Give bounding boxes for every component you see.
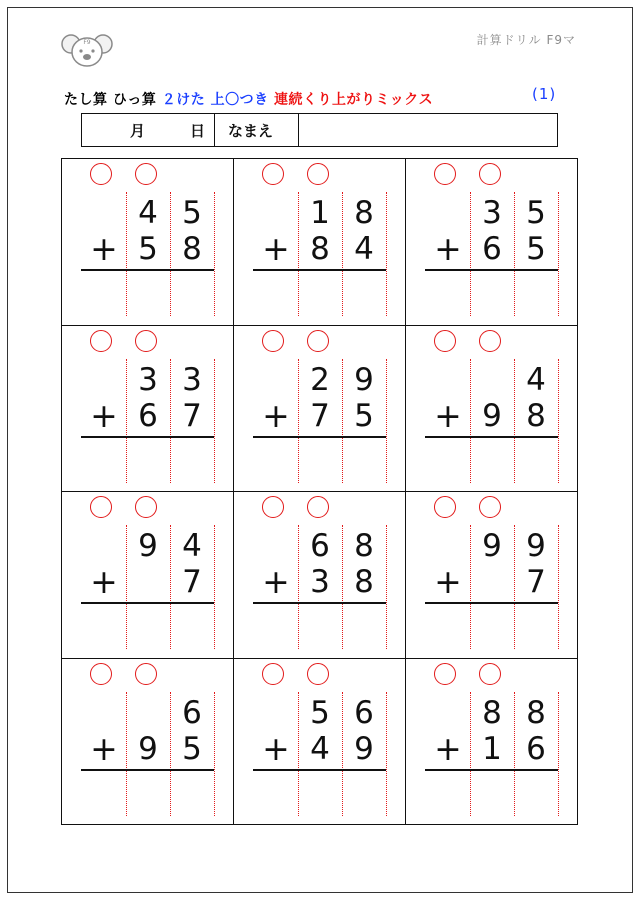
problem-cell [233,158,405,325]
addend-digit: 9 [482,398,502,434]
addend-digit: 7 [526,564,546,600]
logo-text: F9 [83,39,91,46]
column-guide-line [386,525,387,649]
plus-sign: + [434,562,462,601]
addend-digit: 6 [310,528,330,564]
addend-digit: 3 [482,195,502,231]
carry-circle[interactable] [307,663,329,685]
title-part-3: 連続くり上がりミックス [274,92,434,108]
addend-digit: 6 [182,695,202,731]
answer-box[interactable] [342,272,386,316]
answer-box[interactable] [342,605,386,649]
answer-box[interactable] [470,439,514,483]
problem-cell [405,158,577,325]
addend-digit: 1 [482,731,502,767]
sum-line [425,269,558,271]
addend-digit: 6 [482,231,502,267]
column-guide-line [558,359,559,483]
addend-digit: 7 [310,398,330,434]
problem-cell [61,158,233,325]
column-guide-line [214,525,215,649]
carry-circle[interactable] [262,496,284,518]
column-guide-line [214,359,215,483]
column-guide-line [558,692,559,816]
column-guide-line [386,692,387,816]
problem-cell [405,658,577,825]
column-guide-line [386,359,387,483]
answer-box[interactable] [426,772,470,816]
carry-circle[interactable] [135,330,157,352]
plus-sign: + [262,396,290,435]
answer-box[interactable] [254,439,298,483]
addend-digit: 9 [138,731,158,767]
answer-box[interactable] [298,439,342,483]
addend-digit: 9 [482,528,502,564]
addend-digit: 9 [138,528,158,564]
site-name: 計算ドリル F9マ [476,33,576,47]
column-guide-line [214,192,215,316]
column-guide-line [558,525,559,649]
addend-digit: 1 [310,195,330,231]
answer-box[interactable] [126,772,170,816]
plus-sign: + [434,396,462,435]
carry-circle[interactable] [90,163,112,185]
answer-box[interactable] [170,272,214,316]
answer-box[interactable] [82,605,126,649]
addend-digit: 4 [526,362,546,398]
sum-line [253,602,386,604]
answer-box[interactable] [342,439,386,483]
answer-box[interactable] [298,772,342,816]
answer-box[interactable] [126,439,170,483]
carry-circle[interactable] [434,496,456,518]
column-guide-line [214,692,215,816]
carry-circle[interactable] [307,163,329,185]
name-date-box [81,113,558,147]
answer-box[interactable] [426,272,470,316]
addend-digit: 5 [138,231,158,267]
answer-box[interactable] [514,272,558,316]
addend-digit: 5 [182,195,202,231]
addend-digit: 5 [310,695,330,731]
addend-digit: 8 [482,695,502,731]
problem-cell [61,325,233,492]
answer-box[interactable] [82,772,126,816]
addend-digit: 9 [526,528,546,564]
carry-circle[interactable] [434,163,456,185]
plus-sign: + [262,562,290,601]
sum-line [81,602,214,604]
carry-circle[interactable] [307,496,329,518]
answer-box[interactable] [82,439,126,483]
addend-digit: 4 [182,528,202,564]
carry-circle[interactable] [90,496,112,518]
plus-sign: + [90,229,118,268]
addend-digit: 6 [526,731,546,767]
addend-digit: 5 [526,195,546,231]
carry-circle[interactable] [90,330,112,352]
answer-box[interactable] [170,605,214,649]
carry-circle[interactable] [479,163,501,185]
name-box-divider [214,114,215,146]
addend-digit: 4 [310,731,330,767]
addend-digit: 3 [310,564,330,600]
addend-digit: 6 [138,398,158,434]
addend-digit: 5 [354,398,374,434]
answer-box[interactable] [254,272,298,316]
carry-circle[interactable] [479,663,501,685]
answer-box[interactable] [514,772,558,816]
addend-digit: 7 [182,398,202,434]
sum-line [81,769,214,771]
name-label: なまえ [228,122,274,140]
addend-digit: 9 [354,731,374,767]
plus-sign: + [90,729,118,768]
problem-cell [405,491,577,658]
answer-box[interactable] [426,439,470,483]
carry-circle[interactable] [479,496,501,518]
answer-box[interactable] [82,272,126,316]
name-box-divider [298,114,299,146]
answer-box[interactable] [470,605,514,649]
answer-box[interactable] [298,605,342,649]
carry-circle[interactable] [262,663,284,685]
carry-circle[interactable] [90,663,112,685]
sum-line [425,769,558,771]
answer-box[interactable] [298,272,342,316]
carry-circle[interactable] [262,330,284,352]
addend-digit: 8 [310,231,330,267]
carry-circle[interactable] [135,163,157,185]
answer-box[interactable] [126,605,170,649]
carry-circle[interactable] [479,330,501,352]
title-part-1: たし算 ひっ算 [64,92,162,108]
problem-cell [61,491,233,658]
addend-digit: 5 [182,731,202,767]
addend-digit: 2 [310,362,330,398]
addend-digit: 3 [138,362,158,398]
addend-digit: 8 [354,195,374,231]
problem-cell [233,325,405,492]
column-guide-line [558,192,559,316]
addend-digit: 3 [182,362,202,398]
carry-circle[interactable] [262,163,284,185]
addend-digit: 6 [354,695,374,731]
day-label: 日 [190,122,206,140]
addend-digit: 8 [526,398,546,434]
sum-line [253,769,386,771]
title-part-2: ２けた 上〇つき [161,92,274,108]
answer-box[interactable] [254,605,298,649]
addend-digit: 8 [182,231,202,267]
addend-digit: 4 [354,231,374,267]
plus-sign: + [90,562,118,601]
plus-sign: + [434,229,462,268]
answer-box[interactable] [470,772,514,816]
answer-box[interactable] [470,272,514,316]
plus-sign: + [262,729,290,768]
answer-box[interactable] [514,439,558,483]
answer-box[interactable] [170,772,214,816]
addend-digit: 4 [138,195,158,231]
carry-circle[interactable] [434,330,456,352]
answer-box[interactable] [254,772,298,816]
carry-circle[interactable] [135,496,157,518]
carry-circle[interactable] [434,663,456,685]
worksheet-title [64,89,433,109]
month-label: 月 [130,122,146,140]
sum-line [81,436,214,438]
sum-line [425,602,558,604]
sum-line [253,436,386,438]
carry-circle[interactable] [307,330,329,352]
koala-logo-icon [60,30,114,70]
column-guide-line [386,192,387,316]
addend-digit: 5 [526,231,546,267]
answer-box[interactable] [170,439,214,483]
answer-box[interactable] [514,605,558,649]
plus-sign: + [262,229,290,268]
plus-sign: + [434,729,462,768]
sum-line [425,436,558,438]
addend-digit: 9 [354,362,374,398]
answer-box[interactable] [426,605,470,649]
answer-box[interactable] [342,772,386,816]
answer-box[interactable] [126,272,170,316]
plus-sign: + [90,396,118,435]
sheet-number: (1) [532,85,557,103]
sum-line [81,269,214,271]
addend-digit: 8 [526,695,546,731]
carry-circle[interactable] [135,663,157,685]
addend-digit: 7 [182,564,202,600]
addend-digit: 8 [354,528,374,564]
problem-cell [61,658,233,825]
sum-line [253,269,386,271]
addend-digit: 8 [354,564,374,600]
problem-cell [233,491,405,658]
problem-cell [233,658,405,825]
problem-cell [405,325,577,492]
